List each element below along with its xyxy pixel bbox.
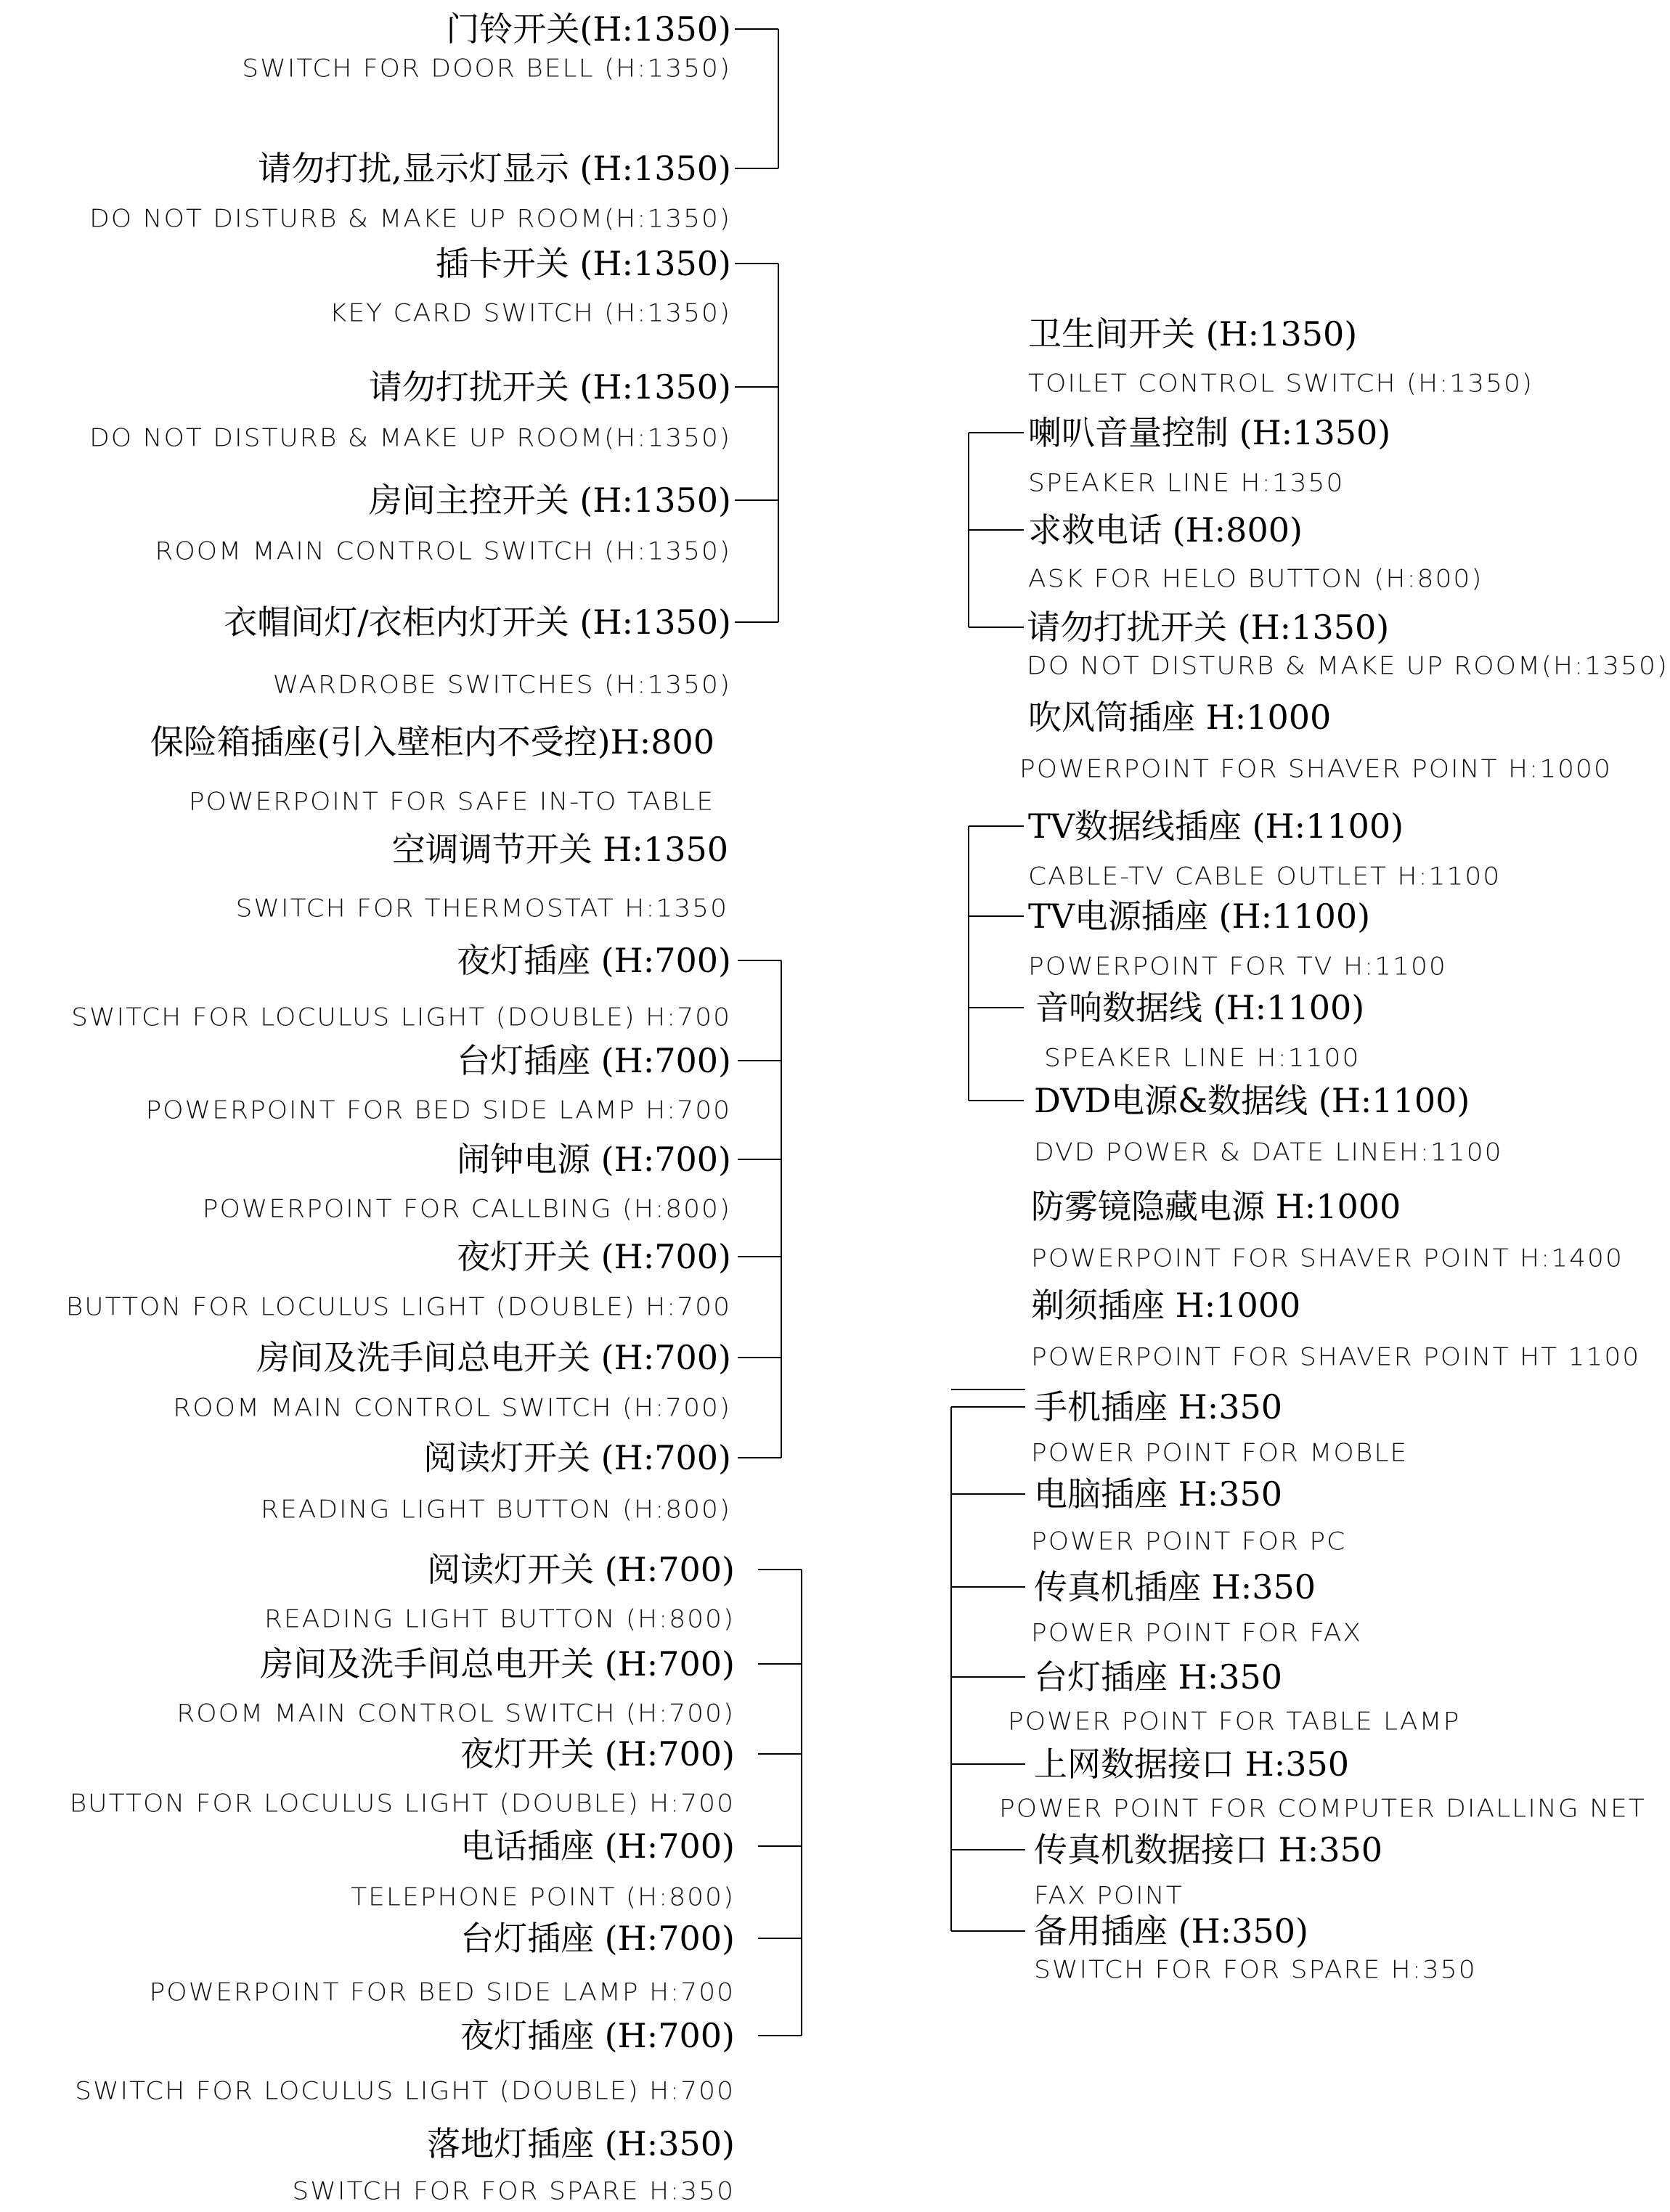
label-en: POWERPOINT FOR BED SIDE LAMP H:700	[145, 1096, 731, 1125]
label-en: POWERPOINT FOR SHAVER POINT H:1000	[1019, 755, 1612, 783]
label-cn: 阅读灯开关 (H:700)	[427, 1550, 735, 1589]
label-en: SWITCH FOR FOR SPARE H:350	[292, 2177, 735, 2205]
label-cn: 传真机插座 H:350	[1034, 1567, 1316, 1607]
label-en: READING LIGHT BUTTON (H:800)	[264, 1605, 735, 1633]
label-cn: 电脑插座 H:350	[1034, 1474, 1283, 1514]
label-en: SWITCH FOR DOOR BELL (H:1350)	[242, 54, 731, 83]
label-cn: TV电源插座 (H:1100)	[1028, 897, 1371, 936]
label-en: SWITCH FOR LOCULUS LIGHT (DOUBLE) H:700	[71, 1003, 731, 1032]
label-en: POWERPOINT FOR TV H:1100	[1028, 952, 1447, 981]
label-en: TOILET CONTROL SWITCH (H:1350)	[1028, 370, 1533, 398]
label-cn: 房间及洗手间总电开关 (H:700)	[256, 1338, 731, 1377]
label-en: DO NOT DISTURB & MAKE UP ROOM(H:1350)	[89, 205, 731, 233]
label-en: POWER POINT FOR MOBLE	[1031, 1439, 1409, 1467]
label-en: DVD POWER & DATE LINEH:1100	[1034, 1138, 1503, 1167]
label-cn: 房间主控开关 (H:1350)	[368, 481, 731, 520]
label-en: SPEAKER LINE H:1100	[1044, 1044, 1361, 1072]
label-en: POWERPOINT FOR BED SIDE LAMP H:700	[149, 1978, 735, 2007]
label-en: POWERPOINT FOR CALLBING (H:800)	[202, 1195, 731, 1223]
label-en: POWERPOINT FOR SAFE IN-TO TABLE	[188, 788, 714, 816]
label-en: BUTTON FOR LOCULUS LIGHT (DOUBLE) H:700	[65, 1293, 731, 1321]
label-cn: 请勿打扰开关 (H:1350)	[1027, 608, 1390, 647]
label-cn: 落地灯插座 (H:350)	[427, 2124, 735, 2163]
label-cn: 门铃开关(H:1350)	[446, 9, 731, 49]
label-en: ROOM MAIN CONTROL SWITCH (H:700)	[176, 1699, 735, 1728]
label-en: SPEAKER LINE H:1350	[1028, 469, 1345, 497]
label-cn: 台灯插座 H:350	[1034, 1657, 1283, 1697]
label-cn: 保险箱插座(引入壁柜内不受控)H:800	[150, 722, 714, 762]
label-en: CABLE-TV CABLE OUTLET H:1100	[1028, 862, 1502, 891]
label-cn: 空调调节开关 H:1350	[391, 830, 728, 869]
label-en: POWERPOINT FOR SHAVER POINT H:1400	[1031, 1244, 1624, 1273]
label-en: FAX POINT	[1034, 1882, 1184, 1910]
label-cn: 台灯插座 (H:700)	[460, 1919, 735, 1958]
label-en: ROOM MAIN CONTROL SWITCH (H:1350)	[155, 537, 731, 566]
label-cn: 卫生间开关 (H:1350)	[1028, 314, 1358, 354]
label-cn: DVD电源&数据线 (H:1100)	[1034, 1081, 1470, 1120]
label-cn: 衣帽间灯/衣柜内灯开关 (H:1350)	[224, 603, 731, 642]
label-en: POWER POINT FOR COMPUTER DIALLING NET	[999, 1795, 1646, 1823]
label-cn: 防雾镜隐藏电源 H:1000	[1031, 1187, 1401, 1226]
label-en: WARDROBE SWITCHES (H:1350)	[272, 671, 731, 699]
label-cn: 插卡开关 (H:1350)	[435, 244, 731, 283]
label-cn: 夜灯插座 (H:700)	[460, 2016, 735, 2055]
label-cn: 手机插座 H:350	[1034, 1387, 1283, 1427]
label-cn: 请勿打扰,显示灯显示 (H:1350)	[258, 149, 731, 188]
label-en: SWITCH FOR LOCULUS LIGHT (DOUBLE) H:700	[75, 2077, 735, 2105]
label-en: SWITCH FOR FOR SPARE H:350	[1034, 1956, 1477, 1984]
label-en: POWER POINT FOR TABLE LAMP	[1008, 1707, 1461, 1736]
label-cn: 电话插座 (H:700)	[460, 1827, 735, 1866]
label-cn: 请勿打扰开关 (H:1350)	[368, 367, 731, 407]
label-cn: 备用插座 (H:350)	[1034, 1911, 1308, 1951]
label-cn: 喇叭音量控制 (H:1350)	[1028, 413, 1391, 452]
label-en: POWERPOINT FOR SHAVER POINT HT 1100	[1031, 1343, 1641, 1371]
label-cn: 房间及洗手间总电开关 (H:700)	[260, 1644, 735, 1684]
label-en: DO NOT DISTURB & MAKE UP ROOM(H:1350)	[1027, 652, 1669, 680]
label-cn: TV数据线插座 (H:1100)	[1028, 807, 1404, 846]
label-en: POWER POINT FOR PC	[1031, 1527, 1347, 1556]
label-cn: 夜灯开关 (H:700)	[460, 1734, 735, 1774]
label-cn: 剃须插座 H:1000	[1031, 1286, 1301, 1325]
label-cn: 阅读灯开关 (H:700)	[423, 1438, 731, 1477]
label-en: ROOM MAIN CONTROL SWITCH (H:700)	[173, 1394, 731, 1422]
label-cn: 求救电话 (H:800)	[1028, 510, 1303, 550]
label-en: ASK FOR HELO BUTTON (H:800)	[1028, 565, 1483, 593]
label-en: KEY CARD SWITCH (H:1350)	[329, 299, 731, 327]
label-en: SWITCH FOR THERMOSTAT H:1350	[235, 894, 728, 923]
label-en: READING LIGHT BUTTON (H:800)	[260, 1495, 731, 1524]
label-en: POWER POINT FOR FAX	[1031, 1619, 1363, 1647]
label-cn: 台灯插座 (H:700)	[457, 1041, 731, 1080]
label-cn: 传真机数据接口 H:350	[1034, 1830, 1383, 1869]
label-en: TELEPHONE POINT (H:800)	[351, 1883, 735, 1911]
label-cn: 夜灯插座 (H:700)	[457, 941, 731, 980]
label-cn: 吹风筒插座 H:1000	[1028, 698, 1332, 737]
label-en: DO NOT DISTURB & MAKE UP ROOM(H:1350)	[89, 424, 731, 452]
label-cn: 上网数据接口 H:350	[1034, 1744, 1350, 1784]
label-cn: 夜灯开关 (H:700)	[457, 1237, 731, 1276]
label-en: BUTTON FOR LOCULUS LIGHT (DOUBLE) H:700	[69, 1789, 735, 1818]
label-cn: 音响数据线 (H:1100)	[1035, 988, 1365, 1027]
label-cn: 闹钟电源 (H:700)	[457, 1140, 731, 1179]
